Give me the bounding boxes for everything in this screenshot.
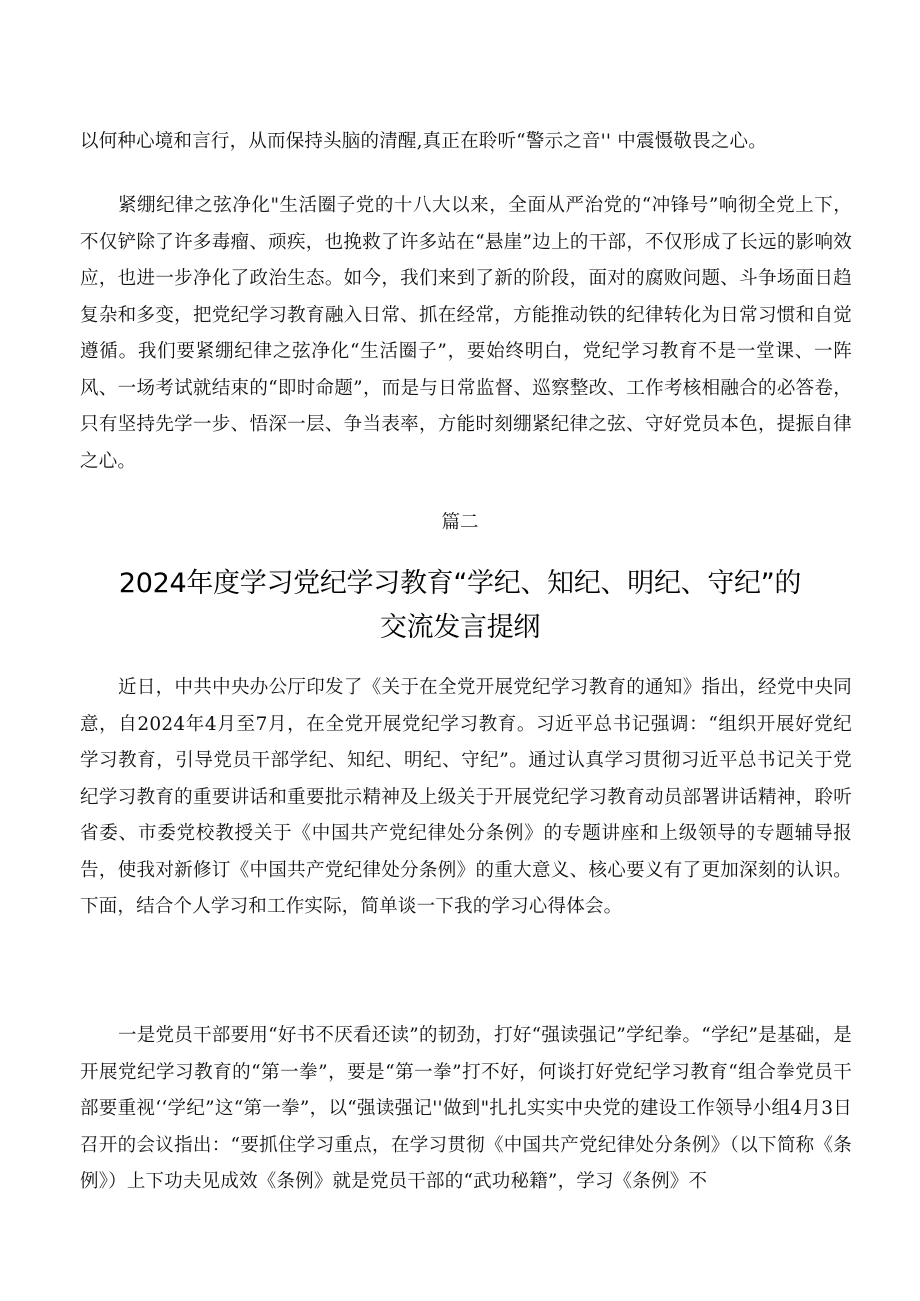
paragraph-discipline: 紧绷纪律之弦净化"生活圈子党的十八大以来，全面从严治党的“冲锋号”响彻全党上下，不仅铲除了许多毒瘤、顽疾，也挽救了许多站在“悬崖”边上的干部，不仅形成了长远的影响效应，也进一步净化了政治生态。如今，我们来到了新的阶段，面对的腐败问题、斗争场面日趋复杂和多变，把党纪学习教育融入日常、抓在经常，方能推动铁的纪律转化为日常习惯和自觉遵循。我们要紧绷纪律之弦净化“生活圈子”，要始终明白，党纪学习教育不是一堂课、一阵风、一场考试就结束的“即时命题”，而是与日常监督、巡察整改、工作考核相融合的必答卷，只有坚持先学一步、悟深一层、争当表率，方能时刻绷紧纪律之弦、守好党员本色，提振自律之心。 (80, 195, 852, 472)
title-line-1: 2024年度学习党纪学习教育“学纪、知纪、明纪、守纪”的 (118, 568, 802, 599)
paragraph-point-one: 一是党员干部要用“好书不厌看还读”的韧劲，打好“强读强记”学纪拳。“学纪”是基础，是开展党纪学习教育的“第一拳”，要是“第一拳”打不好，何谈打好党纪学习教育“组合拳党员干部要重视‘‘学纪”这“第一拳”，以“强读强记''做到"扎扎实实中央党的建设工作领导小组4月3日召开的会议指出：“要抓住学习重点，在学习贯彻《中国共产党纪律处分条例》（以下简称《条例》）上下功夫见成效《条例》就是党员干部的“武功秘籍”，学习《条例》不 (80, 1025, 852, 1192)
title-line-2: 交流发言提纲 (379, 612, 541, 643)
paragraph-intro: 近日，中共中央办公厅印发了《关于在全党开展党纪学习教育的通知》指出，经党中央同意，自2024年4月至7月，在全党开展党纪学习教育。习近平总书记强调：“组织开展好党纪学习教育，引导党员干部学纪、知纪、明纪、守纪”。通过认真学习贯彻习近平总书记关于党纪学习教育的重要讲话和重要批示精神及上级关于开展党纪学习教育动员部署讲话精神，聆听省委、市委党校教授关于《中国共产党纪律处分条例》的专题讲座和上级领导的专题辅导报告，使我对新修订《中国共产党纪律处分条例》的重大意义、核心要义有了更加深刻的认识。下面，结合个人学习和工作实际，简单谈一下我的学习心得体会。 (80, 677, 852, 917)
document-title (0, 562, 920, 650)
section-label: 篇二 (441, 512, 479, 533)
paragraph-continuation: 以何种心境和言行，从而保持头脑的清醒,真正在聆听“警示之音'' 中震慑敬畏之心。 (80, 131, 767, 152)
